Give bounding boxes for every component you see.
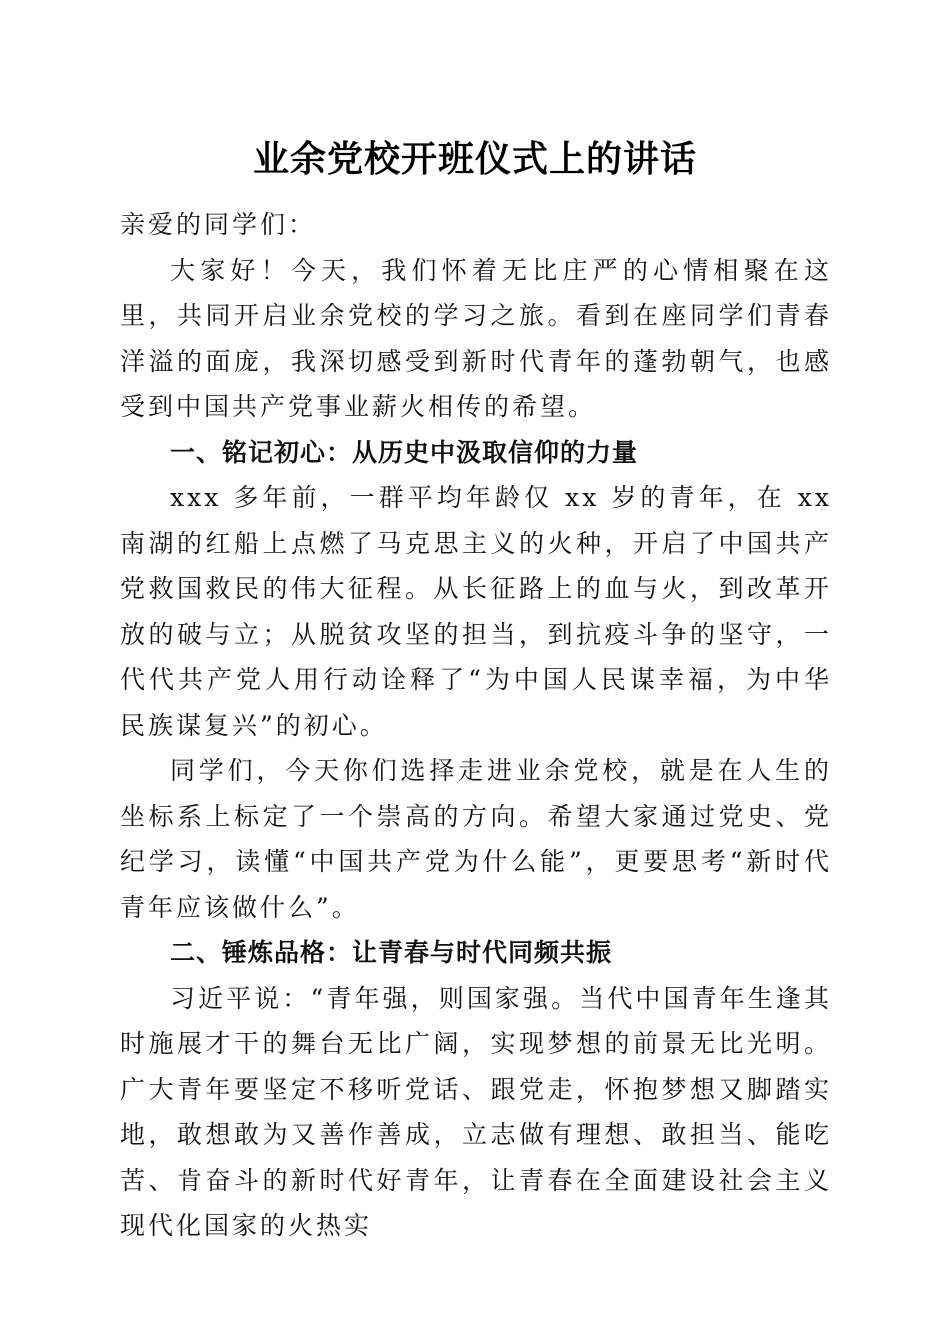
document-body [120,202,832,1249]
section-1-paragraph-1: xxx 多年前，一群平均年龄仅 xx 岁的青年，在 xx 南湖的红船上点燃了马克思主义的火种，开启了中国共产党救国救民的伟大征程。从长征路上的血与火，到改革开放的破与立；从脱贫攻坚的担当，到抗疫斗争的坚守，一代代共产党人用行动诠释了“为中国人民谋幸福，为中华民族谋复兴”的初心。 [120,483,832,740]
opening-paragraph: 大家好！今天，我们怀着无比庄严的心情相聚在这里，共同开启业余党校的学习之旅。看到在座同学们青春洋溢的面庞，我深切感受到新时代青年的蓬勃朝气，也感受到中国共产党事业薪火相传的希望。 [120,255,832,421]
document-title: 业余党校开班仪式上的讲话 [252,138,697,180]
section-1-heading: 一、铭记初心：从历史中汲取信仰的力量 [170,437,639,467]
section-2-paragraph-1: 习近平说：“青年强，则国家强。当代中国青年生逢其时施展才干的舞台无比广阔，实现梦想的前景无比光明。广大青年要坚定不移听党话、跟党走，怀抱梦想又脚踏实地，敢想敢为又善作善成，立志做有理想、敢担当、能吃苦、肯奋斗的新时代好青年，让青春在全面建设社会主义现代化国家的火热实 [120,983,832,1240]
section-1-paragraph-2: 同学们，今天你们选择走进业余党校，就是在人生的坐标系上标定了一个崇高的方向。希望大家通过党史、党纪学习，读懂“中国共产党为什么能”，更要思考“新时代青年应该做什么”。 [120,756,832,922]
salutation: 亲爱的同学们： [120,210,317,239]
section-2-heading: 二、锤炼品格：让青春与时代同频共振 [170,938,613,967]
